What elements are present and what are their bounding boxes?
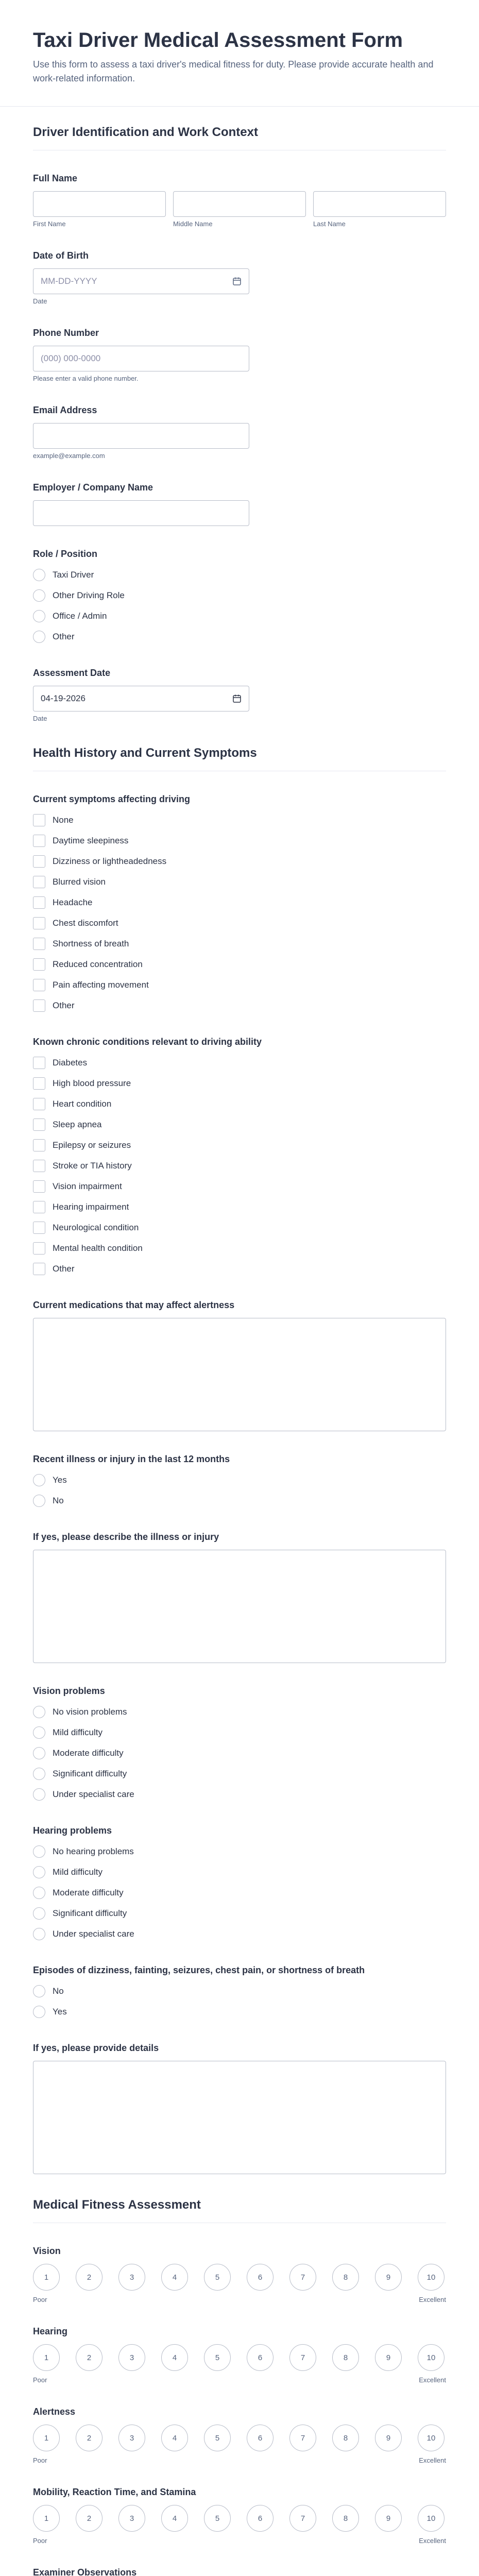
rating-option[interactable]: 4 — [161, 2344, 188, 2371]
calendar-icon[interactable] — [232, 694, 242, 703]
email-field — [33, 405, 446, 460]
rating-option[interactable]: 10 — [418, 2264, 444, 2291]
rating-scale — [33, 2264, 446, 2291]
illness-description-textarea[interactable] — [33, 1550, 446, 1663]
radio-option-label: Significant difficulty — [53, 1908, 127, 1918]
role-option-label: Other — [53, 632, 75, 641]
phone-input[interactable]: (000) 000-0000 — [33, 346, 249, 371]
middle-name-sublabel: Middle Name — [173, 220, 213, 228]
checkbox-option[interactable] — [33, 1137, 446, 1154]
last-name-sublabel: Last Name — [313, 220, 346, 228]
radio-option-label: Mild difficulty — [53, 1867, 102, 1877]
rating-option[interactable]: 6 — [247, 2264, 273, 2291]
checkbox-option[interactable] — [33, 853, 446, 870]
hearing-problems-field — [33, 1825, 446, 1942]
vision-problems-field — [33, 1686, 446, 1803]
radio-option[interactable] — [33, 1843, 446, 1860]
checkbox-option[interactable] — [33, 1096, 446, 1112]
radio-button[interactable] — [33, 1845, 45, 1858]
rating-option[interactable]: 4 — [161, 2425, 188, 2451]
checkbox-option[interactable] — [33, 1075, 446, 1092]
radio-button[interactable] — [33, 1495, 45, 1507]
checkbox-option-label: Dizziness or lightheadedness — [53, 856, 167, 866]
radio-button[interactable] — [33, 1768, 45, 1780]
rating-option[interactable]: 9 — [375, 2425, 402, 2451]
checkbox-option[interactable] — [33, 956, 446, 973]
assessment-date-label: Assessment Date — [33, 668, 111, 678]
dob-sublabel: Date — [33, 297, 47, 305]
checkbox[interactable] — [33, 855, 45, 868]
radio-option[interactable] — [33, 1472, 446, 1488]
checkbox[interactable] — [33, 1242, 45, 1255]
rating-option[interactable]: 1 — [33, 2505, 60, 2532]
checkbox-option[interactable] — [33, 1116, 446, 1133]
episodes-field — [33, 1965, 446, 2020]
dob-field — [33, 250, 446, 305]
section-fitness — [0, 2179, 479, 2576]
episode-details-label: If yes, please provide details — [33, 2043, 159, 2053]
recent-illness-options — [33, 1472, 446, 1509]
section-heading-fitness: Medical Fitness Assessment — [33, 2198, 201, 2212]
full-name-label: Full Name — [33, 173, 78, 183]
checkbox-option[interactable] — [33, 997, 446, 1014]
symptoms-label: Current symptoms affecting driving — [33, 794, 191, 804]
radio-button[interactable] — [33, 631, 45, 643]
checkbox[interactable] — [33, 1057, 45, 1069]
medications-textarea[interactable] — [33, 1318, 446, 1431]
rating-scale-ends — [33, 2296, 446, 2303]
rating-option[interactable]: 9 — [375, 2505, 402, 2532]
rating-option[interactable]: 10 — [418, 2344, 444, 2371]
checkbox-option[interactable] — [33, 1055, 446, 1071]
checkbox-option-label: Neurological condition — [53, 1223, 139, 1232]
rating-high-label: Excellent — [419, 2376, 446, 2384]
rating-option[interactable]: 2 — [76, 2344, 102, 2371]
rating-option[interactable]: 3 — [118, 2425, 145, 2451]
rating-scale — [33, 2344, 446, 2371]
checkbox[interactable] — [33, 999, 45, 1012]
checkbox-option-label: Pain affecting movement — [53, 980, 149, 990]
rating-field — [33, 2406, 446, 2464]
rating-option[interactable]: 7 — [289, 2344, 316, 2371]
rating-option[interactable]: 5 — [204, 2425, 231, 2451]
role-label: Role / Position — [33, 549, 98, 559]
radio-option[interactable] — [33, 1885, 446, 1901]
radio-option[interactable] — [33, 1926, 446, 1942]
checkbox[interactable] — [33, 1201, 45, 1213]
radio-button[interactable] — [33, 1706, 45, 1718]
rating-low-label: Poor — [33, 2537, 47, 2545]
radio-option[interactable] — [33, 2004, 446, 2020]
rating-option[interactable]: 9 — [375, 2344, 402, 2371]
role-option-label: Other Driving Role — [53, 590, 125, 600]
conditions-field — [33, 1037, 446, 1277]
checkbox-option[interactable] — [33, 936, 446, 952]
rating-option[interactable]: 1 — [33, 2264, 60, 2291]
rating-low-label: Poor — [33, 2456, 47, 2464]
role-option-label: Taxi Driver — [53, 570, 94, 580]
rating-option[interactable]: 8 — [332, 2264, 359, 2291]
rating-scale-ends — [33, 2376, 446, 2384]
radio-option[interactable] — [33, 1493, 446, 1509]
rating-option[interactable]: 8 — [332, 2505, 359, 2532]
rating-label: Vision — [33, 2246, 61, 2256]
checkbox-option[interactable] — [33, 1240, 446, 1257]
checkbox[interactable] — [33, 876, 45, 888]
checkbox-option[interactable] — [33, 977, 446, 993]
rating-option[interactable]: 3 — [118, 2264, 145, 2291]
radio-option[interactable] — [33, 1786, 446, 1803]
conditions-label: Known chronic conditions relevant to driving ability — [33, 1037, 262, 1047]
form-title: Taxi Driver Medical Assessment Form — [33, 29, 403, 52]
episode-details-textarea[interactable] — [33, 2061, 446, 2174]
role-option[interactable] — [33, 608, 446, 624]
checkbox-option[interactable] — [33, 894, 446, 911]
checkbox-option-label: Shortness of breath — [53, 939, 129, 948]
radio-option[interactable] — [33, 1905, 446, 1922]
checkbox-option-label: Vision impairment — [53, 1181, 122, 1191]
radio-button[interactable] — [33, 569, 45, 581]
conditions-list — [33, 1055, 446, 1277]
email-sublabel: example@example.com — [33, 452, 105, 460]
checkbox[interactable] — [33, 1077, 45, 1090]
radio-button[interactable] — [33, 1747, 45, 1759]
rating-option[interactable]: 9 — [375, 2264, 402, 2291]
rating-option[interactable]: 4 — [161, 2264, 188, 2291]
radio-option-label: Yes — [53, 1475, 67, 1485]
section-driver — [0, 107, 479, 727]
checkbox-option-label: Blurred vision — [53, 877, 106, 887]
illness-description-field — [33, 1532, 446, 1663]
last-name-input[interactable] — [313, 191, 446, 217]
episodes-options — [33, 1983, 446, 2020]
rating-option[interactable]: 4 — [161, 2505, 188, 2532]
radio-option-label: No vision problems — [53, 1707, 127, 1717]
checkbox[interactable] — [33, 979, 45, 991]
checkbox-option-label: Mental health condition — [53, 1243, 143, 1253]
rating-option[interactable]: 1 — [33, 2344, 60, 2371]
first-name-input[interactable] — [33, 191, 166, 217]
radio-button[interactable] — [33, 1726, 45, 1739]
symptoms-list — [33, 812, 446, 1014]
checkbox-option[interactable] — [33, 874, 446, 890]
assessment-date-input[interactable] — [33, 686, 249, 711]
checkbox[interactable] — [33, 917, 45, 929]
rating-option[interactable]: 1 — [33, 2425, 60, 2451]
radio-button[interactable] — [33, 1985, 45, 1997]
role-option[interactable] — [33, 587, 446, 604]
employer-label: Employer / Company Name — [33, 482, 153, 493]
checkbox[interactable] — [33, 1180, 45, 1193]
rating-option[interactable]: 5 — [204, 2264, 231, 2291]
rating-scale — [33, 2505, 446, 2532]
recent-illness-label: Recent illness or injury in the last 12 months — [33, 1454, 230, 1464]
rating-option[interactable]: 3 — [118, 2505, 145, 2532]
rating-high-label: Excellent — [419, 2296, 446, 2303]
assessment-date-field — [33, 668, 446, 722]
radio-option-label: Moderate difficulty — [53, 1888, 124, 1897]
recent-illness-field — [33, 1454, 446, 1509]
radio-option[interactable] — [33, 1724, 446, 1741]
rating-option[interactable]: 2 — [76, 2264, 102, 2291]
radio-button[interactable] — [33, 1474, 45, 1486]
rating-option[interactable]: 10 — [418, 2505, 444, 2532]
observations-label: Examiner Observations — [33, 2567, 137, 2576]
employer-input[interactable] — [33, 500, 249, 526]
rating-field — [33, 2246, 446, 2303]
radio-option[interactable] — [33, 1704, 446, 1720]
rating-field — [33, 2487, 446, 2545]
radio-button[interactable] — [33, 1928, 45, 1940]
symptoms-field — [33, 794, 446, 1014]
radio-option-label: Mild difficulty — [53, 1727, 102, 1737]
checkbox-option-label: Reduced concentration — [53, 959, 143, 969]
rating-option[interactable]: 7 — [289, 2425, 316, 2451]
checkbox-option-label: Other — [53, 1001, 75, 1010]
medications-field — [33, 1300, 446, 1431]
episode-details-field — [33, 2043, 446, 2174]
episodes-label: Episodes of dizziness, fainting, seizures, chest pain, or shortness of breath — [33, 1965, 365, 1975]
radio-option-label: No hearing problems — [53, 1846, 134, 1856]
checkbox-option[interactable] — [33, 1219, 446, 1236]
radio-option-label: No — [53, 1496, 64, 1505]
checkbox[interactable] — [33, 896, 45, 909]
radio-option-label: Moderate difficulty — [53, 1748, 124, 1758]
calendar-icon[interactable] — [232, 277, 242, 286]
rating-option[interactable]: 7 — [289, 2505, 316, 2532]
phone-label: Phone Number — [33, 328, 99, 338]
vision-problems-options — [33, 1704, 446, 1803]
checkbox-option[interactable] — [33, 1199, 446, 1215]
radio-option-label: No — [53, 1986, 64, 1996]
section-heading-driver: Driver Identification and Work Context — [33, 125, 258, 139]
checkbox-option[interactable] — [33, 833, 446, 849]
checkbox-option[interactable] — [33, 812, 446, 828]
rating-option[interactable]: 10 — [418, 2425, 444, 2451]
radio-option[interactable] — [33, 1766, 446, 1782]
checkbox-option-label: Diabetes — [53, 1058, 88, 1067]
checkbox-option[interactable] — [33, 1158, 446, 1174]
checkbox[interactable] — [33, 1160, 45, 1172]
role-option-label: Office / Admin — [53, 611, 107, 621]
rating-scale-ends — [33, 2456, 446, 2464]
hearing-problems-label: Hearing problems — [33, 1825, 112, 1836]
rating-option[interactable]: 2 — [76, 2425, 102, 2451]
checkbox[interactable] — [33, 1139, 45, 1151]
checkbox[interactable] — [33, 1222, 45, 1234]
checkbox-option-label: Sleep apnea — [53, 1120, 102, 1129]
email-label: Email Address — [33, 405, 97, 415]
vision-problems-label: Vision problems — [33, 1686, 105, 1696]
radio-option[interactable] — [33, 1745, 446, 1761]
checkbox-option-label: Stroke or TIA history — [53, 1161, 132, 1171]
observations-field — [33, 2567, 446, 2576]
rating-label: Hearing — [33, 2326, 68, 2336]
checkbox[interactable] — [33, 1263, 45, 1275]
checkbox-option[interactable] — [33, 1261, 446, 1277]
rating-scale-ends — [33, 2537, 446, 2545]
rating-option[interactable]: 7 — [289, 2264, 316, 2291]
rating-option[interactable]: 3 — [118, 2344, 145, 2371]
dob-placeholder: MM-DD-YYYY — [41, 276, 97, 286]
rating-option[interactable]: 6 — [247, 2505, 273, 2532]
radio-button[interactable] — [33, 1907, 45, 1920]
form-subtitle: Use this form to assess a taxi driver's medical fitness for duty. Please provide accurate health and work-related information. — [33, 59, 434, 83]
rating-label: Alertness — [33, 2406, 76, 2417]
checkbox[interactable] — [33, 958, 45, 971]
radio-option-label: Yes — [53, 2007, 67, 2016]
rating-field — [33, 2326, 446, 2384]
rating-scale — [33, 2425, 446, 2451]
checkbox-option-label: Chest discomfort — [53, 918, 118, 928]
checkbox[interactable] — [33, 1098, 45, 1110]
checkbox-option-label: Other — [53, 1264, 75, 1274]
medications-label: Current medications that may affect alertness — [33, 1300, 235, 1310]
hearing-problems-options — [33, 1843, 446, 1942]
checkbox-option-label: Heart condition — [53, 1099, 112, 1109]
radio-option[interactable] — [33, 1864, 446, 1880]
checkbox-option-label: Hearing impairment — [53, 1202, 129, 1212]
checkbox-option-label: Epilepsy or seizures — [53, 1140, 131, 1150]
section-health — [0, 727, 479, 2179]
radio-button[interactable] — [33, 610, 45, 622]
rating-high-label: Excellent — [419, 2537, 446, 2545]
radio-button[interactable] — [33, 1866, 45, 1878]
rating-option[interactable]: 5 — [204, 2505, 231, 2532]
middle-name-input[interactable] — [173, 191, 306, 217]
radio-option-label: Under specialist care — [53, 1789, 134, 1799]
email-input[interactable] — [33, 423, 249, 449]
role-field — [33, 549, 446, 645]
dob-label: Date of Birth — [33, 250, 89, 261]
assessment-date-value: 04-19-2026 — [41, 693, 85, 703]
role-option[interactable] — [33, 567, 446, 583]
checkbox-option-label: Headache — [53, 897, 93, 907]
checkbox-option[interactable] — [33, 1178, 446, 1195]
section-heading-health: Health History and Current Symptoms — [33, 746, 257, 760]
radio-button[interactable] — [33, 1887, 45, 1899]
radio-button[interactable] — [33, 1788, 45, 1801]
rating-option[interactable]: 6 — [247, 2425, 273, 2451]
checkbox-option-label: High blood pressure — [53, 1078, 131, 1088]
checkbox[interactable] — [33, 814, 45, 826]
checkbox[interactable] — [33, 835, 45, 847]
role-option[interactable] — [33, 629, 446, 645]
scales-container — [33, 2246, 446, 2545]
rating-option[interactable]: 8 — [332, 2344, 359, 2371]
checkbox[interactable] — [33, 1118, 45, 1131]
checkbox-option-label: None — [53, 815, 74, 825]
phone-sublabel: Please enter a valid phone number. — [33, 375, 139, 382]
radio-option-label: Under specialist care — [53, 1929, 134, 1939]
assessment-date-sublabel: Date — [33, 715, 47, 722]
full-name-field — [33, 173, 446, 228]
dob-input[interactable] — [33, 268, 249, 294]
checkbox-option-label: Daytime sleepiness — [53, 836, 129, 845]
rating-option[interactable]: 5 — [204, 2344, 231, 2371]
checkbox[interactable] — [33, 938, 45, 950]
employer-field — [33, 482, 446, 526]
form-header — [0, 0, 479, 107]
illness-description-label: If yes, please describe the illness or injury — [33, 1532, 219, 1542]
first-name-sublabel: First Name — [33, 220, 66, 228]
rating-option[interactable]: 8 — [332, 2425, 359, 2451]
rating-option[interactable]: 6 — [247, 2344, 273, 2371]
rating-label: Mobility, Reaction Time, and Stamina — [33, 2487, 196, 2497]
rating-low-label: Poor — [33, 2376, 47, 2384]
checkbox-option[interactable] — [33, 915, 446, 931]
rating-high-label: Excellent — [419, 2456, 446, 2464]
rating-option[interactable]: 2 — [76, 2505, 102, 2532]
radio-option[interactable] — [33, 1983, 446, 1999]
radio-option-label: Significant difficulty — [53, 1769, 127, 1778]
radio-button[interactable] — [33, 589, 45, 602]
phone-field — [33, 328, 446, 382]
rating-low-label: Poor — [33, 2296, 47, 2303]
radio-button[interactable] — [33, 2006, 45, 2018]
